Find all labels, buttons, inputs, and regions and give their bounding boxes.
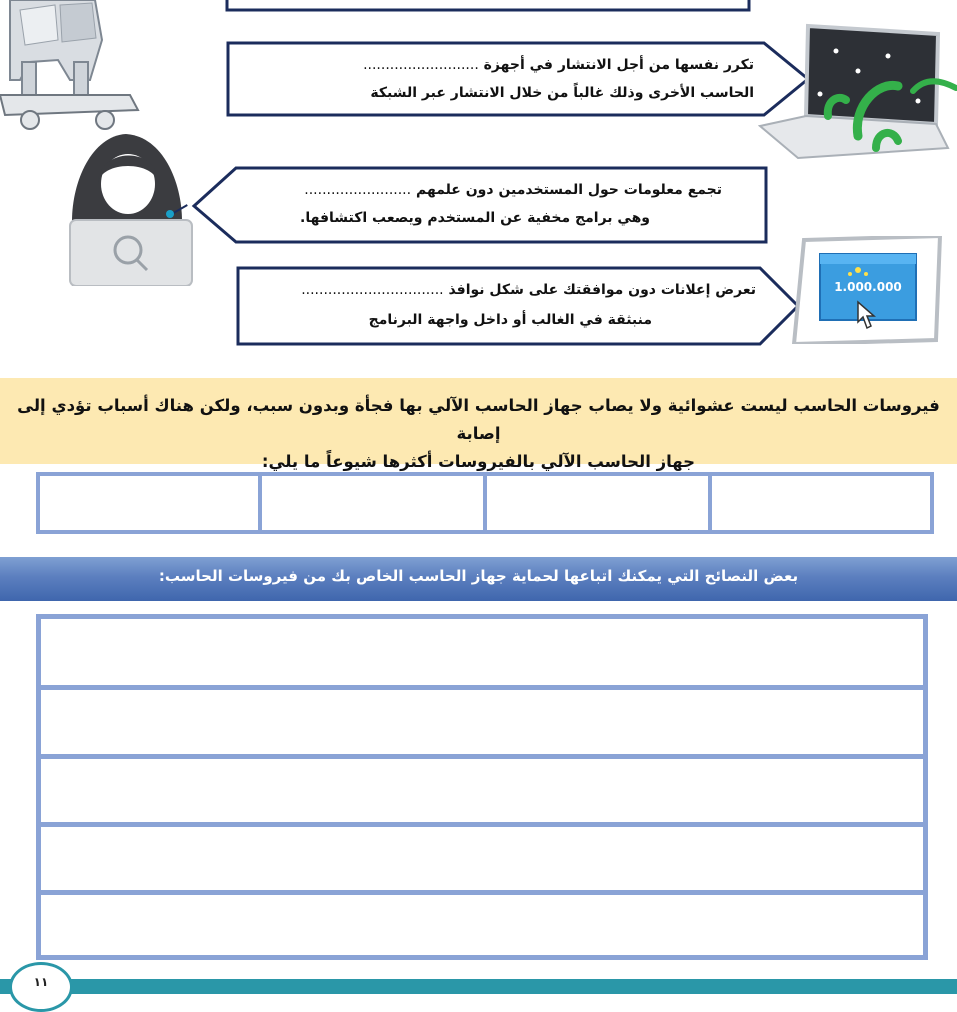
causes-banner (0, 378, 957, 471)
tips-title: بعض النصائح التي يمكنك اتباعها لحماية جهاز الحاسب الخاص بك من فيروسات الحاسب: (158, 567, 799, 585)
cause-cell-3[interactable] (258, 472, 487, 534)
causes-line1: فيروسات الحاسب ليست عشوائية ولا يصاب جهاز الحاسب الآلي بها فجأة وبدون سبب، ولكن هناك أسباب تؤدي إلى إصابة (17, 396, 940, 443)
worm-line1 (363, 53, 754, 77)
adware-line2: منبثقة في الغالب أو داخل واجهة البرنامج (368, 312, 652, 328)
tips-answer-box (36, 614, 928, 960)
worm-line1-text: تكرر نفسها من أجل الانتشار في أجهزة (483, 57, 754, 73)
callout-worm (224, 41, 814, 119)
callout-trojan-partial (223, 0, 753, 14)
spyware-line2: وهي برامج مخفية عن المستخدم ويصعب اكتشافها. (300, 210, 650, 226)
spyware-line1-text: تجمع معلومات حول المستخدمين دون علمهم (415, 182, 722, 198)
tip-row-5[interactable] (41, 895, 923, 955)
spyware-dots: ........................ (304, 182, 412, 198)
tip-row-4[interactable] (41, 827, 923, 890)
tip-row-3[interactable] (41, 759, 923, 822)
tip-row-2[interactable] (41, 690, 923, 754)
tablet-popup-illustration (792, 236, 944, 344)
tip-row-1[interactable] (41, 619, 923, 685)
popup-amount: 1.000.000 (834, 280, 902, 294)
worm-line2: الحاسب الأخرى وذلك غالباً من خلال الانتشار عبر الشبكة (370, 85, 754, 101)
adware-line1 (301, 278, 756, 302)
spyware-line1 (304, 178, 722, 202)
spyware-connector-dot (166, 210, 174, 218)
adware-dots: ................................ (301, 282, 444, 298)
callout-adware (234, 266, 802, 348)
adware-line1-text: تعرض إعلانات دون موافقتك على شكل نوافذ (448, 282, 756, 298)
worm-dots: .......................... (363, 57, 479, 73)
hacker-spyware-illustration (52, 126, 200, 286)
cause-cell-1[interactable] (708, 472, 934, 534)
causes-text (0, 392, 957, 476)
cause-cell-4[interactable] (36, 472, 262, 534)
trojan-horse-illustration (0, 0, 145, 135)
footer-bar (0, 979, 957, 994)
causes-line2: جهاز الحاسب الآلي بالفيروسات أكثرها شيوعاً ما يلي: (261, 452, 696, 471)
callout-trojan-text (479, 0, 733, 4)
cause-cell-2[interactable] (483, 472, 712, 534)
laptop-worm-illustration (758, 16, 957, 164)
tips-banner (0, 557, 957, 601)
page-number: ١١ (33, 975, 49, 989)
callout-spyware (190, 166, 770, 246)
